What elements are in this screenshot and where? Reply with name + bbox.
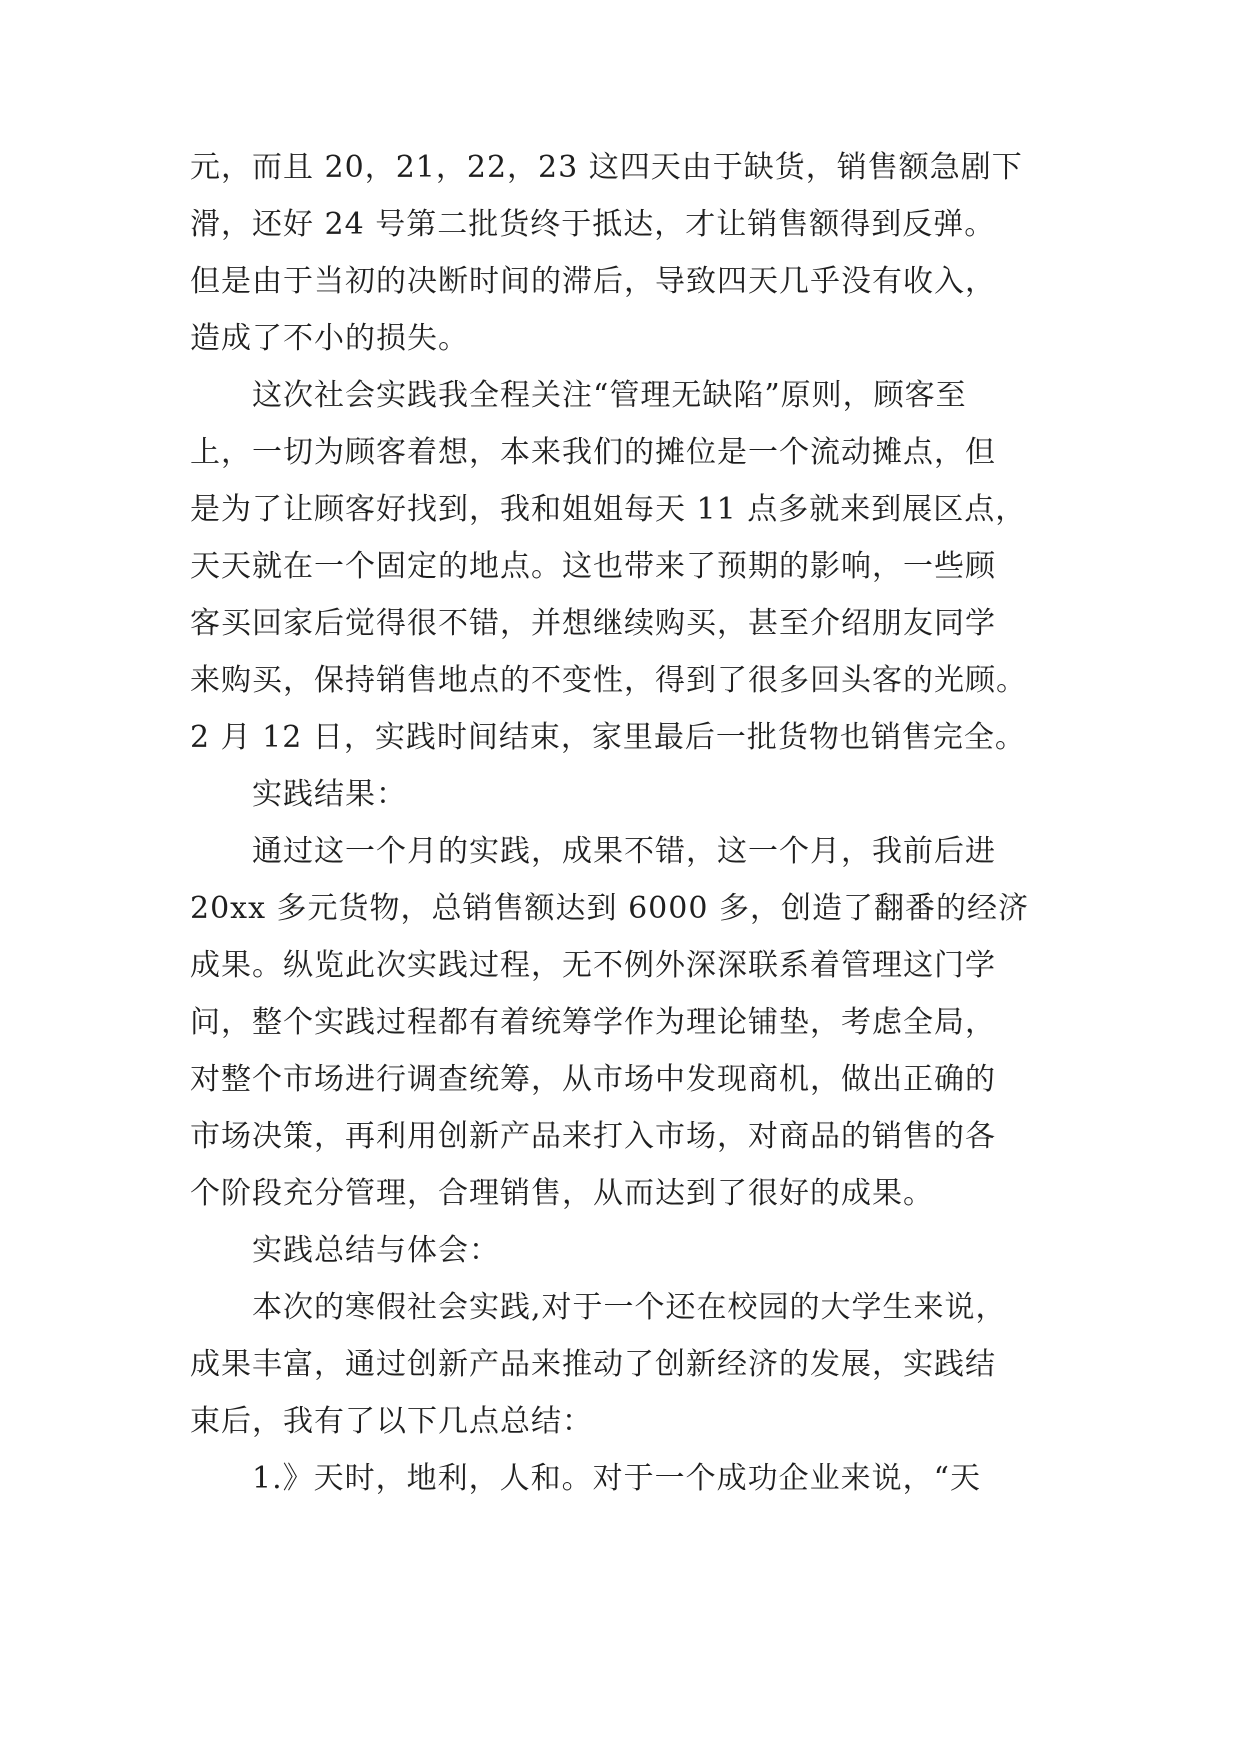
- text-line: 成果。纵览此次实践过程，无不例外深深联系着管理这门学: [190, 948, 996, 983]
- text-line: 市场决策，再利用创新产品来打入市场，对商品的销售的各: [190, 1119, 996, 1154]
- paragraph-first-line: 本次的寒假社会实践,对于一个还在校园的大学生来说，: [252, 1290, 1007, 1325]
- text-line: 天天就在一个固定的地点。这也带来了预期的影响，一些顾: [190, 549, 996, 584]
- text-line: 滑，还好 24 号第二批货终于抵达，才让销售额得到反弹。: [190, 207, 996, 242]
- text-line: 束后，我有了以下几点总结：: [190, 1404, 593, 1439]
- text-line: 成果丰富，通过创新产品来推动了创新经济的发展，实践结: [190, 1347, 996, 1382]
- text-line: 客买回家后觉得很不错，并想继续购买，甚至介绍朋友同学: [190, 606, 996, 641]
- paragraph-first-line: 通过这一个月的实践，成果不错，这一个月，我前后进: [252, 834, 996, 869]
- text-line: 对整个市场进行调查统筹，从市场中发现商机，做出正确的: [190, 1062, 996, 1097]
- text-line: 上，一切为顾客着想，本来我们的摊位是一个流动摊点，但: [190, 435, 996, 470]
- text-line: 造成了不小的损失。: [190, 321, 469, 356]
- section-heading: 实践结果：: [252, 777, 407, 812]
- text-line: 20xx 多元货物，总销售额达到 6000 多，创造了翻番的经济: [190, 891, 1029, 926]
- text-line: 元，而且 20，21，22，23 这四天由于缺货，销售额急剧下: [190, 150, 1023, 185]
- list-item: 1.》天时，地利，人和。对于一个成功企业来说，“天: [252, 1461, 981, 1496]
- section-heading: 实践总结与体会：: [252, 1233, 500, 1268]
- text-line: 问，整个实践过程都有着统筹学作为理论铺垫，考虑全局，: [190, 1005, 996, 1040]
- text-line: 来购买，保持销售地点的不变性，得到了很多回头客的光顾。: [190, 663, 1027, 698]
- text-line: 是为了让顾客好找到，我和姐姐每天 11 点多就来到展区点，: [190, 492, 1027, 527]
- paragraph-first-line: 这次社会实践我全程关注“管理无缺陷”原则，顾客至: [252, 378, 967, 413]
- text-line: 2 月 12 日，实践时间结束，家里最后一批货物也销售完全。: [190, 720, 1026, 755]
- text-line: 但是由于当初的决断时间的滞后，导致四天几乎没有收入，: [190, 264, 996, 299]
- text-line: 个阶段充分管理，合理销售，从而达到了很好的成果。: [190, 1176, 934, 1211]
